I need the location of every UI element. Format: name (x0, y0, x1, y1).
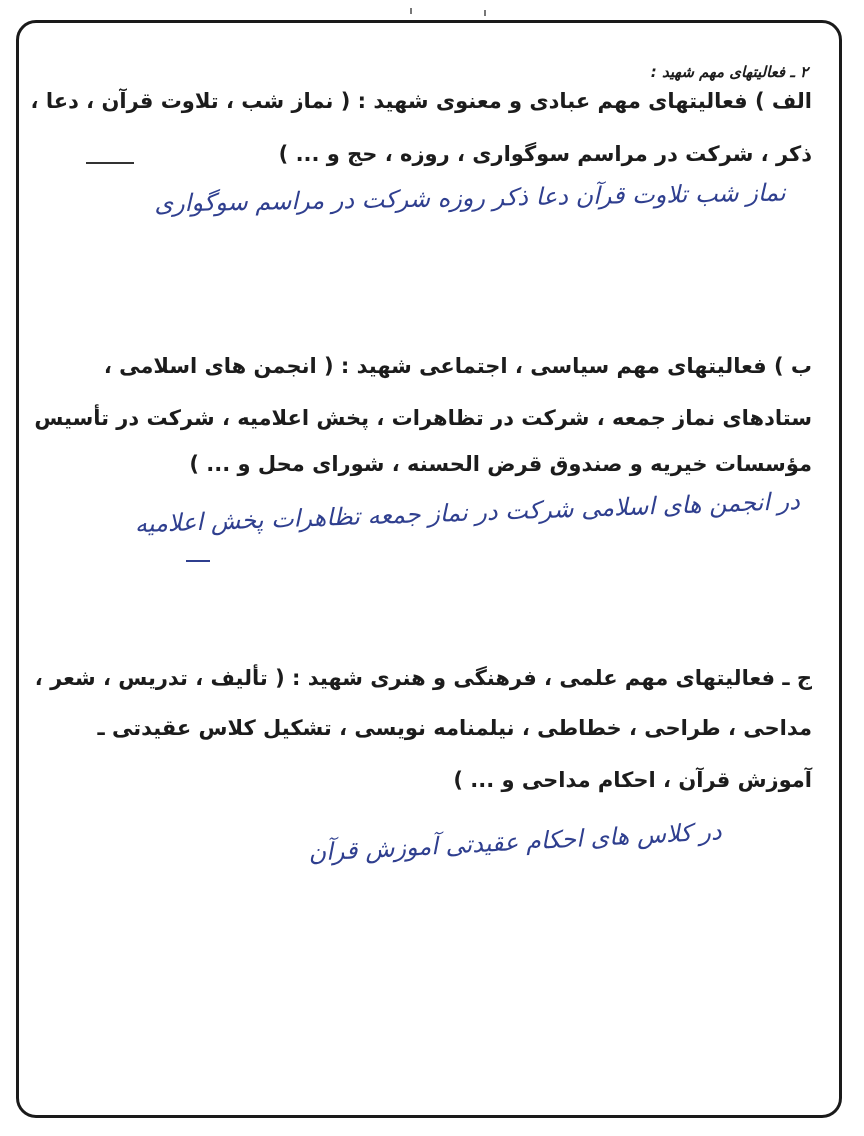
section-a-handwritten-answer: نماز شب تلاوت قرآن دعا ذکر روزه شرکت در مراسم سوگواری (154, 178, 786, 218)
section-c-line-3: آموزش قرآن ، احکام مداحی و ... ) (453, 768, 812, 792)
section-c-handwritten-answer: در کلاس های احکام عقیدتی آموزش قرآن (307, 817, 723, 867)
section-c-line-2: مداحی ، طراحی ، خطاطی ، نیلمنامه نویسی ، تشکیل کلاس عقیدتی ـ (97, 716, 812, 740)
section-b-line-1: ب ) فعالیتهای مهم سیاسی ، اجتماعی شهید : ( انجمن های اسلامی ، (103, 354, 812, 378)
section-c-line-1: ج ـ فعالیتهای مهم علمی ، فرهنگی و هنری شهید : ( تألیف ، تدریس ، شعر ، (34, 666, 812, 690)
section-b-line-2: ستادهای نماز جمعه ، شرکت در تظاهرات ، پخش اعلامیه ، شرکت در تأسیس (34, 406, 812, 430)
section-a-line-2: ذکر ، شرکت در مراسم سوگواری ، روزه ، حج و ... ) (278, 142, 812, 166)
scan-speck (484, 10, 486, 16)
ink-dash (186, 560, 210, 562)
section-b-line-3: مؤسسات خیریه و صندوق قرض الحسنه ، شورای محل و ... ) (189, 452, 812, 476)
section-b-handwritten-answer: در انجمن های اسلامی شرکت در نماز جمعه تظاهرات پخش اعلامیه (134, 487, 801, 539)
scan-speck (410, 8, 412, 14)
section-a-line-1: الف ) فعالیتهای مهم عبادی و معنوی شهید : ( نماز شب ، تلاوت قرآن ، دعا ، (30, 89, 812, 113)
margin-scribble (86, 162, 134, 164)
section-heading: ۲ ـ فعالیتهای مهم شهید : (650, 63, 808, 81)
